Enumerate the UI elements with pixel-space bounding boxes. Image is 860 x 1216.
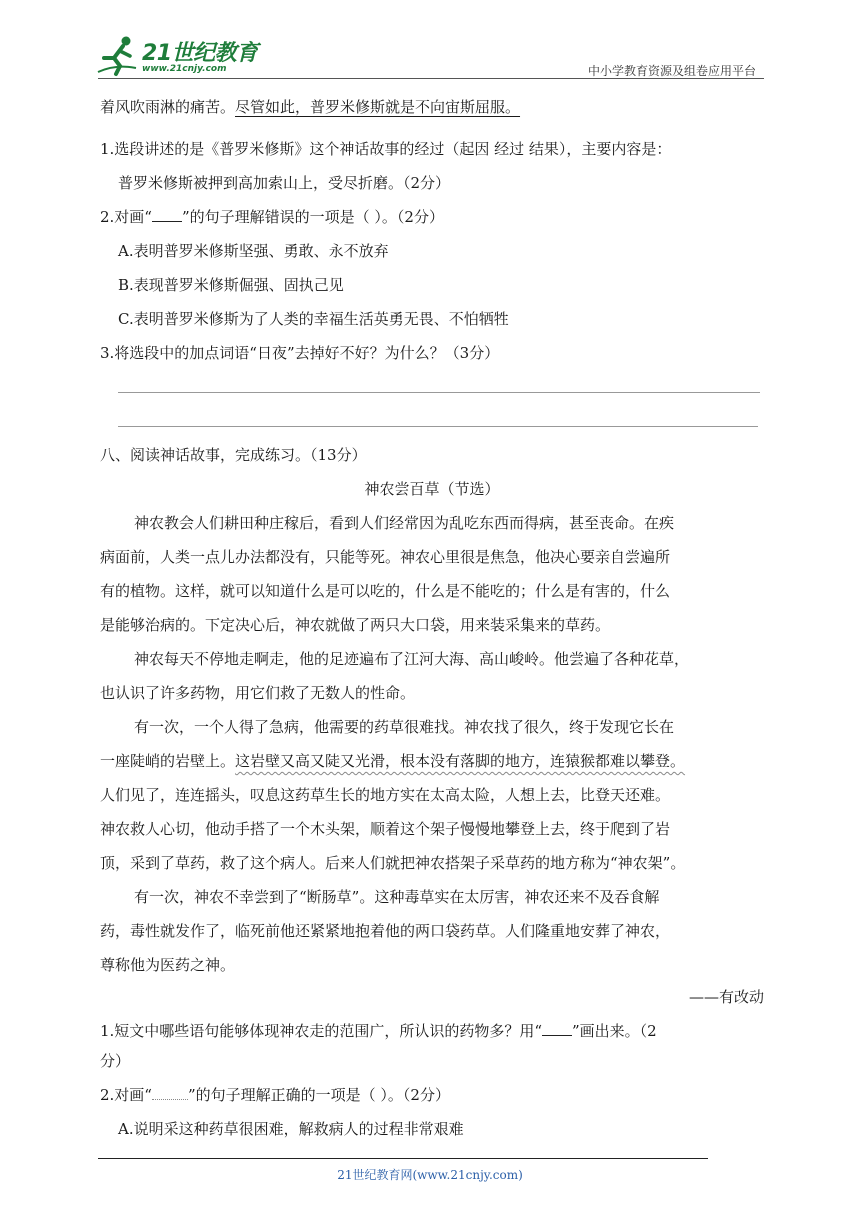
- logo-text: 21世纪教育: [142, 41, 258, 66]
- question-text: 1.短文中哪些语句能够体现神农走的范围广，所认识的药物多？用“: [100, 1022, 542, 1040]
- option-a: A.表明普罗米修斯坚强、勇敢、永不放弃: [118, 242, 389, 260]
- paragraph-line: 人们见了，连连摇头，叹息这药草生长的地方实在太高太险，人想上去，比登天还难。: [100, 786, 671, 804]
- question-text-wrap: 分）: [100, 1052, 131, 1070]
- site-logo: [96, 34, 266, 78]
- footer-divider: [98, 1158, 708, 1159]
- paragraph-line: 顶，采到了草药，救了这个病人。后来人们就把神农搭架子采草药的地方称为“神农架”。: [100, 854, 686, 872]
- question-text: ”的句子理解错误的一项是（ ）。（2分）: [181, 208, 444, 226]
- answer-line-1: [118, 392, 760, 393]
- paragraph-line: 也认识了许多药物，用它们救了无数人的性命。: [100, 684, 416, 702]
- answer-line-2: [118, 426, 758, 427]
- question-text: ”画出来。（2: [571, 1022, 657, 1040]
- passage-line: [100, 96, 520, 118]
- question-text: 2.对画“: [100, 208, 152, 226]
- runner-icon: [96, 34, 140, 78]
- question-3: 3.将选段中的加点词语“日夜”去掉好不好？为什么？（3分）: [100, 344, 500, 362]
- option-c: C.表明普罗米修斯为了人类的幸福生活英勇无畏、不怕牺牲: [118, 310, 509, 328]
- source-note: ——有改动: [688, 988, 764, 1006]
- paragraph-line: 有的植物。这样，就可以知道什么是可以吃的，什么是不能吃的；什么是有害的，什么: [100, 582, 671, 600]
- section-8-heading: 八、阅读神话故事，完成练习。（13分）: [100, 446, 367, 464]
- option-b: B.表现普罗米修斯倔强、固执己见: [118, 276, 344, 294]
- passage-text: 着风吹雨淋的痛苦。: [100, 98, 236, 116]
- paragraph-line: 病面前，人类一点儿办法都没有，只能等死。神农心里很是焦急，他决心要亲自尝遍所: [100, 548, 671, 566]
- paragraph-line: 神农每天不停地走啊走，他的足迹遍布了江河大海、高山峻岭。他尝遍了各种花草，: [134, 650, 690, 668]
- logo-url: www.21cnjy.com: [142, 64, 227, 74]
- underline-mark: [542, 1021, 572, 1036]
- paragraph-line: 有一次，一个人得了急病，他需要的药草很难找。神农找了很久，终于发现它长在: [134, 718, 675, 736]
- wavy-underlined-sentence: 这岩壁又高又陡又光滑，根本没有落脚的地方，连猿猴都难以攀登。: [235, 752, 686, 770]
- question-1: 1.选段讲述的是《普罗米修斯》这个神话故事的经过（起因 经过 结果），主要内容是：: [100, 140, 672, 158]
- paragraph-line: 神农教会人们耕田种庄稼后，看到人们经常因为乱吃东西而得病，甚至丧命。在疾: [134, 514, 675, 532]
- underline-mark: [152, 207, 182, 222]
- footer-link[interactable]: 21世纪教育网(www.21cnjy.com): [337, 1168, 523, 1182]
- platform-name: 中小学教育资源及组卷应用平台: [587, 64, 756, 78]
- section-8-question-1: [100, 1020, 657, 1042]
- question-2: [100, 206, 444, 228]
- underlined-sentence: 尽管如此，普罗米修斯就是不向宙斯屈服。: [235, 98, 521, 116]
- page-header: [0, 0, 860, 80]
- section-8-question-2: [100, 1084, 450, 1106]
- header-divider: [98, 78, 764, 79]
- question-text: 2.对画“: [100, 1086, 152, 1104]
- paragraph-line: 药，毒性就发作了，临死前他还紧紧地抱着他的两口袋药草。人们隆重地安葬了神农，: [100, 922, 671, 940]
- question-text: ”的句子理解正确的一项是（ ）。（2分）: [187, 1086, 450, 1104]
- option-a: A.说明采这种药草很困难，解救病人的过程非常艰难: [118, 1120, 464, 1138]
- paragraph-line: 神农救人心切，他动手搭了一个木头架，顺着这个架子慢慢地攀登上去，终于爬到了岩: [100, 820, 671, 838]
- passage-title: 神农尝百草（节选）: [364, 480, 500, 498]
- paragraph-line: 有一次，神农不幸尝到了“断肠草”。这种毒草实在太厉害，神农还来不及吞食解: [134, 888, 660, 906]
- paragraph-line: [100, 750, 685, 772]
- paragraph-text: 一座陡峭的岩壁上。: [100, 752, 236, 770]
- question-1-answer: 普罗米修斯被押到高加索山上，受尽折磨。（2分）: [118, 174, 451, 192]
- paragraph-line: 是能够治病的。下定决心后，神农就做了两只大口袋，用来装采集来的草药。: [100, 616, 611, 634]
- wavy-mark: [152, 1085, 188, 1100]
- paragraph-line: 尊称他为医药之神。: [100, 956, 236, 974]
